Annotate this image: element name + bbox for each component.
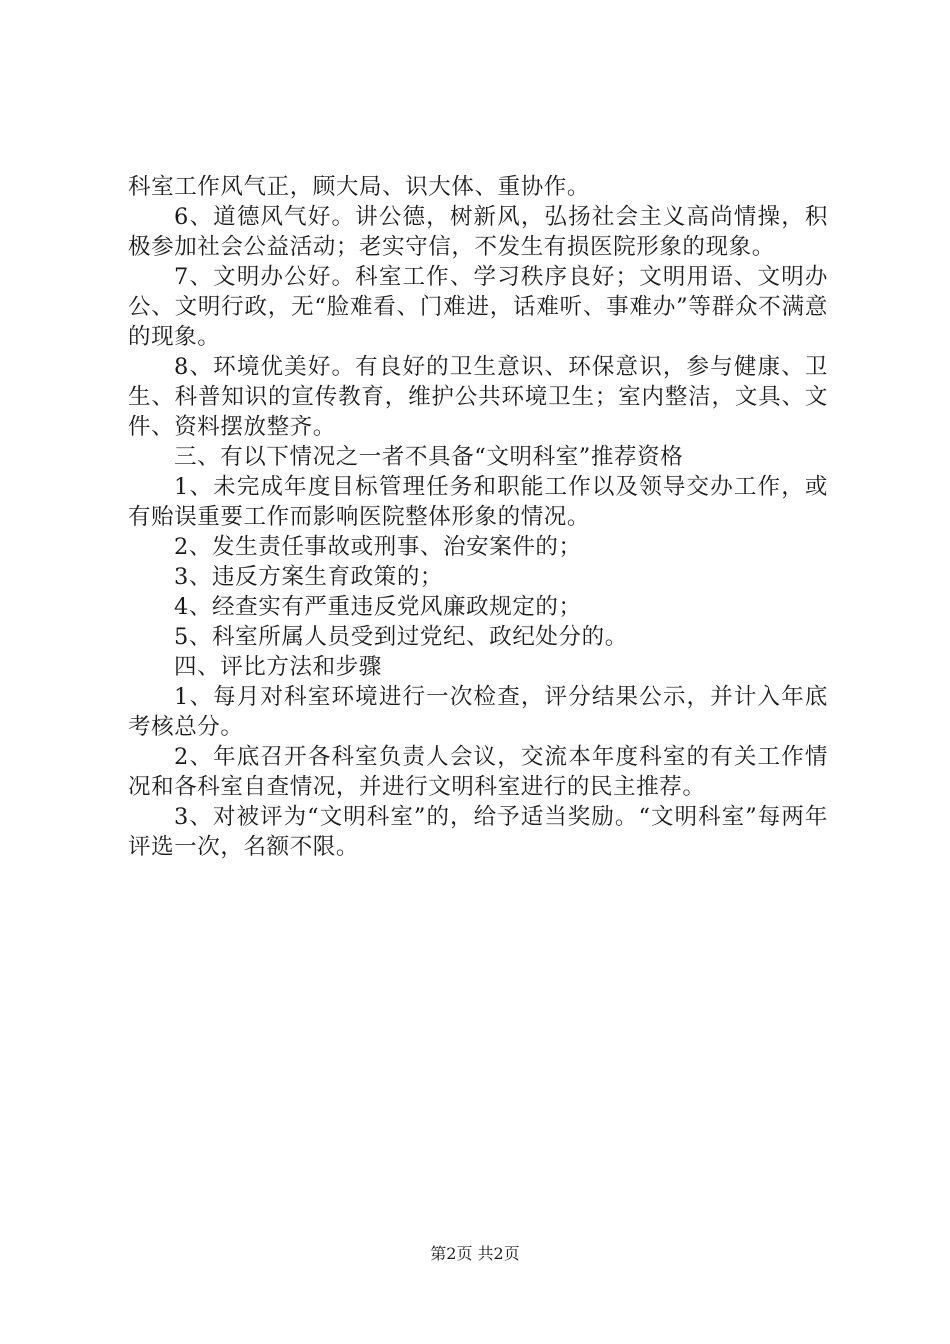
paragraph-disqualify-5: 5、科室所属人员受到过党纪、政纪处分的。 [174,624,628,650]
paragraph-disqualify-3: 3、违反方案生育政策的； [174,564,444,590]
paragraph-item-6: 6、道德风气好。讲公德，树新风，弘扬社会主义高尚情操，积极参加社会公益活动；老实守信，不发生有损医院形象的现象。 [128,204,828,260]
paragraph-disqualify-1: 1、未完成年度目标管理任务和职能工作以及领导交办工作，或有贻误重要工作而影响医院整体形象的情况。 [128,474,828,530]
paragraph-disqualify-2: 2、发生责任事故或刑事、治安案件的； [174,534,582,560]
section-heading-4: 四、评比方法和步骤 [174,654,382,680]
paragraph-method-2: 2、年底召开各科室负责人会议，交流本年度科室的有关工作情况和各科室自查情况，并进行文明科室进行的民主推荐。 [128,744,828,800]
paragraph-method-1: 1、每月对科室环境进行一次检查，评分结果公示，并计入年底考核总分。 [128,684,828,740]
section-heading-3: 三、有以下情况之一者不具备“文明科室”推荐资格 [174,444,684,470]
paragraph-item-7: 7、文明办公好。科室工作、学习秩序良好；文明用语、文明办公、文明行政，无“脸难看、门难进，话难听、事难办”等群众不满意的现象。 [128,264,828,350]
paragraph-method-3: 3、对被评为“文明科室”的，给予适当奖励。“文明科室”每两年评选一次，名额不限。 [128,804,828,860]
paragraph-disqualify-4: 4、经查实有严重违反党风廉政规定的； [174,594,582,620]
paragraph-item-8: 8、环境优美好。有良好的卫生意识、环保意识，参与健康、卫生、科普知识的宣传教育，维护公共环境卫生；室内整洁，文具、文件、资料摆放整齐。 [128,354,828,440]
page-footer [0,1244,950,1264]
page-number-label: 第2页 共2页 [430,1244,520,1263]
paragraph-continuation: 科室工作风气正，顾大局、识大体、重协作。 [128,174,591,200]
document-body [128,172,828,862]
